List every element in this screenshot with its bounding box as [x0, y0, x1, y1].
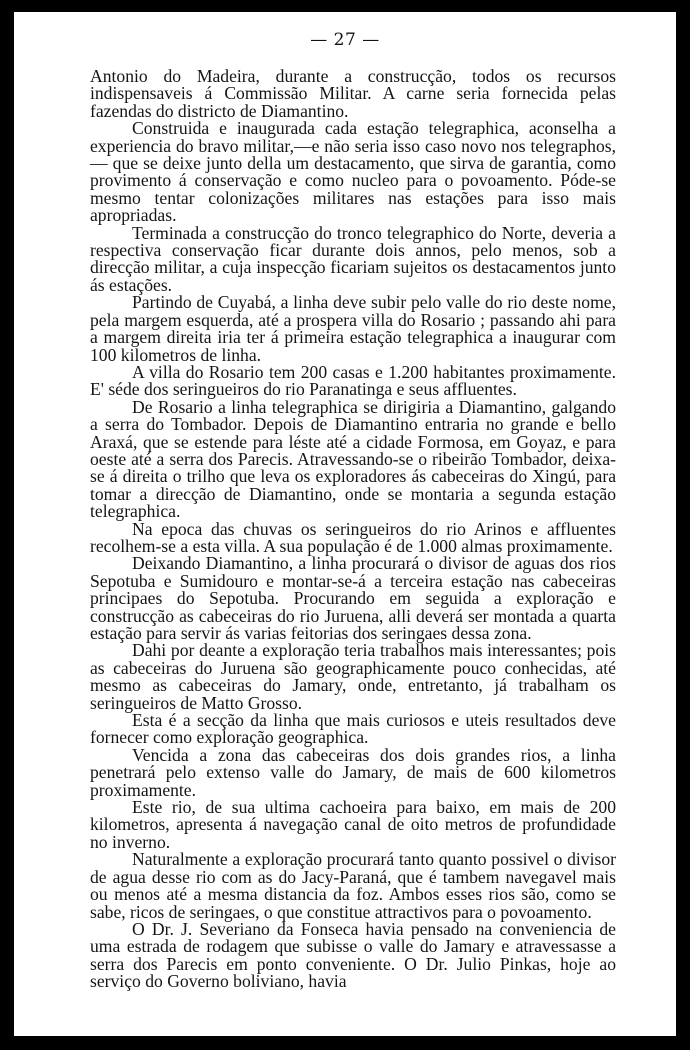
paragraph: De Rosario a linha telegraphica se dirigiria a Diamantino, galgando a serra do Tombador. Depois de Diamantino entraria no grande e bello Araxá, que se estende para léste até a cidade Formosa, em Goyaz, e para oeste até a serra dos Parecis. Atravessando-se o ribeirão Tombador, deixa-se á direita o trilho que leva os exploradores ás cabeceiras do Xingú, para tomar a direcção de Diamantino, onde se montaria a segunda estação telegraphica. — [90, 396, 616, 522]
paragraph: Dahi por deante a exploração teria trabalhos mais interessantes; pois as cabeceiras do Juruena são geographicamente pouco conhecidas, até mesmo as cabeceiras do Jamary, onde, entretanto, já trabalham os seringueiros de Matto Grosso. — [90, 640, 616, 713]
paragraph: Esta é a secção da linha que mais curiosos e uteis resultados deve fornecer como exploração geographica. — [90, 710, 616, 748]
paragraph: Naturalmente a exploração procurará tanto quanto possivel o divisor de agua desse rio com as do Jacy-Paraná, que é tambem navegavel mais ou menos até a mesma distancia da foz. Ambos esses rios são, como se sabe, ricos de seringaes, o que constitue attractivos para o povoamento. — [90, 849, 616, 922]
body-text — [90, 68, 616, 991]
paragraph: Na epoca das chuvas os seringueiros do rio Arinos e affluentes recolhem-se a esta villa. A sua população é de 1.000 almas proximamente. — [90, 518, 616, 556]
paragraph: A villa do Rosario tem 200 casas e 1.200 habitantes proximamente. E' séde dos seringueiros do rio Paranatinga e seus affluentes. — [90, 361, 616, 400]
paragraph: Deixando Diamantino, a linha procurará o divisor de aguas dos rios Sepotuba e Sumidouro e montar-se-á a terceira estação nas cabeceiras principaes do Sepotuba. Procurando em seguida a exploração e construcção as cabeceiras do rio Juruena, alli deverá ser montada a quarta estação para servir ás varias feitorias dos seringaes dessa zona. — [90, 553, 616, 643]
paragraph: Partindo de Cuyabá, a linha deve subir pelo valle do rio deste nome, pela margem esquerda, até a prospera villa do Rosario ; passando ahi para a margem direita iria ter á primeira estação telegraphica a inaugurar com 100 kilometros de linha. — [90, 292, 616, 365]
paragraph: Antonio do Madeira, durante a construcção, todos os recursos indispensaveis á Commissão Militar. A carne seria fornecida pelas fazendas do districto de Diamantino. — [90, 66, 616, 121]
paragraph: Este rio, de sua ultima cachoeira para baixo, em mais de 200 kilometros, apresenta á navegação canal de oito metros de profundidade no inverno. — [90, 797, 616, 852]
paragraph: Terminada a construcção do tronco telegraphico do Norte, deveria a respectiva conservação ficar durante dois annos, pelo menos, sob a direcção militar, a cuja inspecção ficariam sujeitos os destacamentos junto ás estações. — [90, 222, 616, 295]
paragraph: O Dr. J. Severiano da Fonseca havia pensado na conveniencia de uma estrada de rodagem que subisse o valle do Jamary e atravessasse a serra dos Parecis em ponto conveniente. O Dr. Julio Pinkas, hoje ao serviço do Governo boliviano, havia — [90, 918, 616, 992]
paragraph: Vencida a zona das cabeceiras dos dois grandes rios, a linha penetrará pelo extenso valle do Jamary, de mais de 600 kilometros proximamente. — [90, 744, 616, 800]
page-number: — 27 — — [310, 30, 380, 50]
document-page — [14, 12, 676, 1036]
paragraph: Construida e inaugurada cada estação telegraphica, aconselha a experiencia do bravo militar,—e não seria isso caso novo nos telegraphos, — que se deixe junto della um destacamento, que sirva de garantia, como provimento á conservação e como nucleo para o povoamento. Póde-se mesmo tentar colonizações militares nas estações para isso mais apropriadas. — [90, 118, 616, 226]
